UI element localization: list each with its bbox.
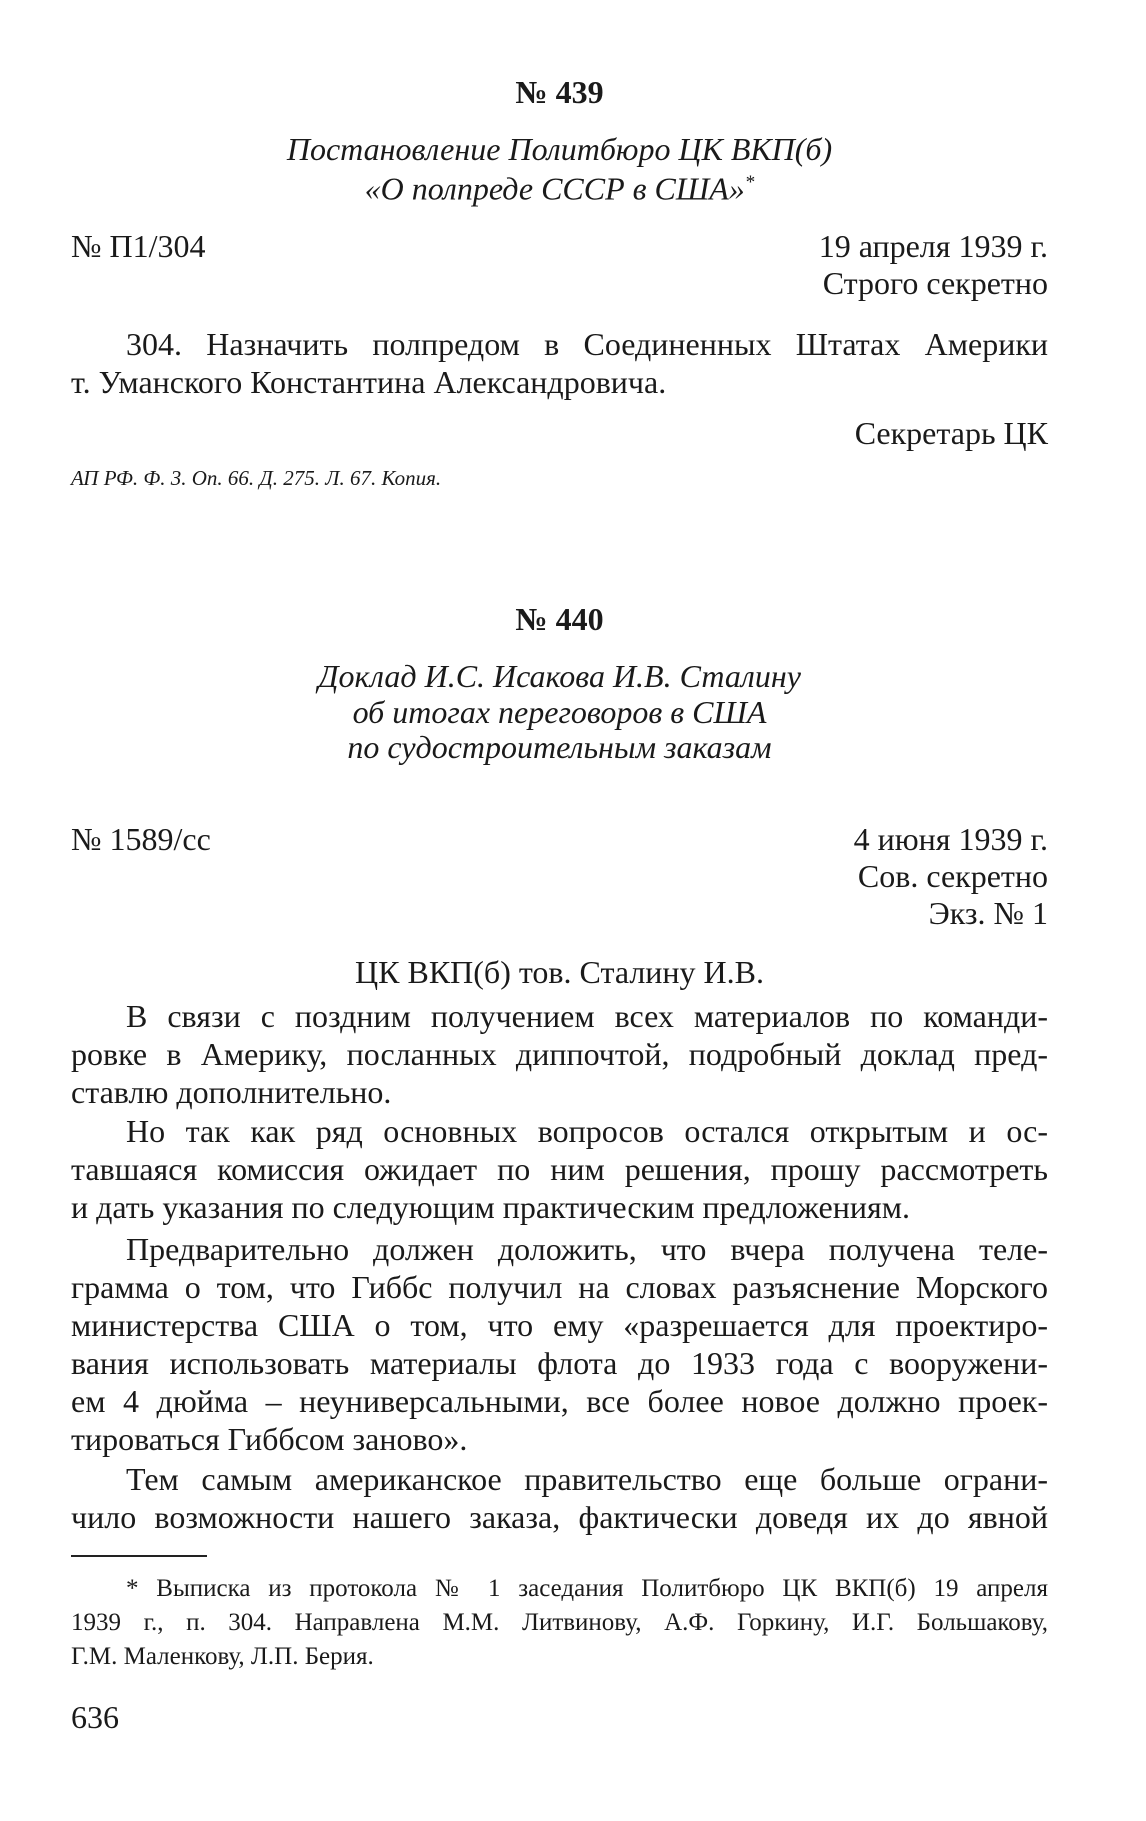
body-line: вания использовать материалы флота до 1933 года с вооружени- [71,1345,1048,1381]
doc-classification: Сов. секретно [857,858,1048,894]
body-line: чило возможности нашего заказа, фактически доведя их до явной [71,1499,1048,1535]
doc-date: 19 апреля 1939 г. [818,228,1048,264]
body-line: ставлю дополнительно. [71,1074,392,1110]
body-line: Но так как ряд основных вопросов остался открытым и ос- [126,1113,1048,1149]
archive-reference: АП РФ. Ф. 3. Оп. 66. Д. 275. Л. 67. Копия. [71,466,442,490]
footnote-mark: * [744,172,755,193]
body-line: В связи с поздним получением всех материалов по команди- [126,998,1048,1034]
doc-ref: № 1589/сс [71,821,211,857]
doc-title-line: Доклад И.С. Исакова И.В. Сталину [318,658,801,694]
page-number: 636 [71,1699,119,1735]
body-line: тироваться Гиббсом заново». [71,1421,468,1457]
body-line: Предварительно должен доложить, что вчера получена теле- [126,1231,1048,1267]
doc-date: 4 июня 1939 г. [853,821,1048,857]
addressee: ЦК ВКП(б) тов. Сталину И.В. [355,954,764,990]
doc-number: № 440 [515,601,604,637]
footnote-line: 1939 г., п. 304. Направлена М.М. Литвинову, А.Ф. Горкину, И.Г. Большакову, [71,1609,1048,1636]
body-line: министерства США о том, что ему «разрешается для проектиро- [71,1307,1048,1343]
body-line: грамма о том, что Гиббс получил на словах разъяснение Морского [71,1269,1048,1305]
body-line: тавшаяся комиссия ожидает по ним решения, прошу рассмотреть [71,1151,1048,1187]
doc-title-line: Постановление Политбюро ЦК ВКП(б) [286,131,833,167]
footnote-divider [71,1555,207,1557]
signature: Секретарь ЦК [854,415,1048,451]
doc-copy-number: Экз. № 1 [928,895,1048,931]
doc-title-line: об итогах переговоров в США [352,694,767,730]
body-line: и дать указания по следующим практическим предложениям. [71,1189,910,1225]
footnote-line: * Выписка из протокола № 1 заседания Политбюро ЦК ВКП(б) 19 апреля [126,1575,1048,1602]
body-line: Тем самым американское правительство еще больше ограни- [126,1461,1048,1497]
doc-classification: Строго секретно [822,265,1048,301]
body-line: 304. Назначить полпредом в Соединенных Штатах Америки [126,326,1048,362]
doc-ref: № П1/304 [71,228,206,264]
body-line: т. Уманского Константина Александровича. [71,364,667,400]
body-line: ровке в Америку, посланных диппочтой, подробный доклад пред- [71,1036,1048,1072]
doc-title-text: «О полпреде СССР в США» [364,170,745,207]
body-line: ем 4 дюйма – неуниверсальными, все более новое должно проек- [71,1383,1048,1419]
doc-title-line: по судостроительным заказам [347,729,772,765]
doc-title-line [71,164,1048,207]
footnote-line: Г.М. Маленкову, Л.П. Берия. [71,1643,374,1670]
doc-number: № 439 [515,74,604,110]
